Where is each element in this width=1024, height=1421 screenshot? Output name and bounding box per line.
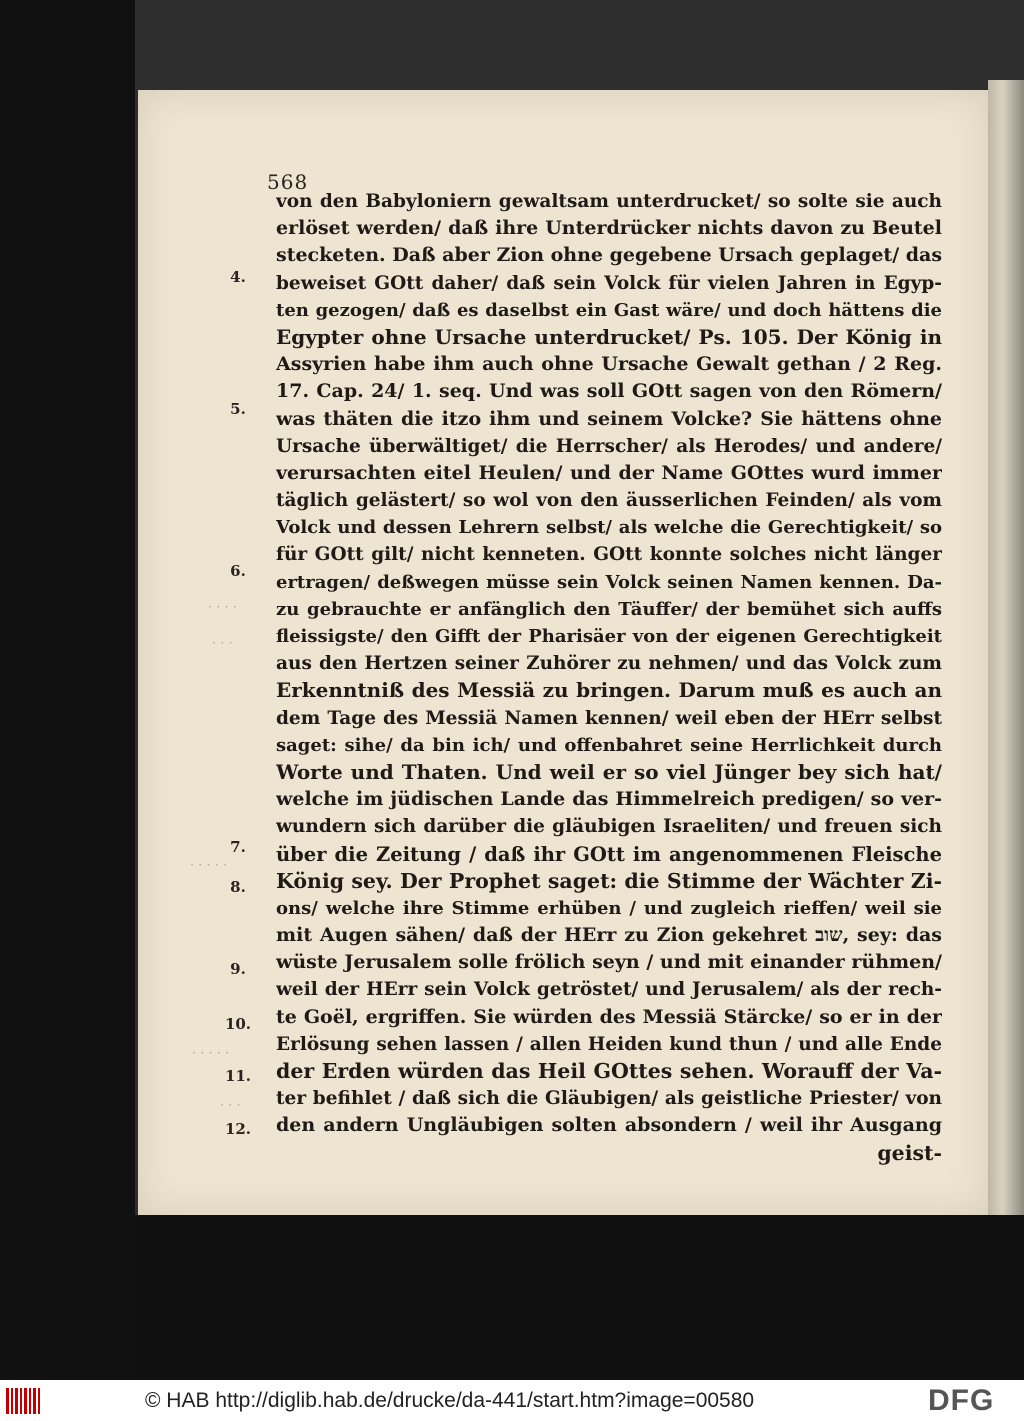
copyright-link[interactable]: © HAB http://diglib.hab.de/drucke/da-441/start.htm?image=00580 <box>145 1389 755 1412</box>
text-line: 17. Cap. 24/ 1. seq. Und was soll GOtt sagen von den Römern/ <box>276 380 942 403</box>
text-line: saget: sihe/ da bin ich/ und offenbahret seine Herrlichkeit durch <box>276 734 942 756</box>
barcode-icon <box>6 1388 40 1414</box>
text-line: weil der HErr sein Volck getröstet/ und Jerusalem/ als der rech- <box>276 979 942 1001</box>
text-line: wüste Jerusalem solle frölich seyn / und mit einander rühmen/ <box>276 951 942 974</box>
margin-verse-number: 8. <box>230 878 246 896</box>
viewer-footer <box>0 1380 1024 1421</box>
show-through-mark: · · · <box>212 636 233 651</box>
margin-verse-number: 11. <box>224 1067 252 1085</box>
next-page-edge <box>988 80 1024 1215</box>
text-line: Erkenntniß des Messiä zu bringen. Darum muß es auch an <box>276 678 942 703</box>
text-line: geist- <box>877 1140 942 1165</box>
text-line: dem Tage des Messiä Namen kennen/ weil eben der HErr selbst <box>276 707 942 729</box>
text-line: Assyrien habe ihm auch ohne Ursache Gewalt gethan / 2 Reg. <box>276 353 942 376</box>
text-line: zu gebrauchte er anfänglich den Täuffer/ der bemühet sich auffs <box>276 598 942 620</box>
text-line: Erlösung sehen lassen / allen Heiden kund thun / und alle Ende <box>276 1033 942 1055</box>
text-line: ons/ welche ihre Stimme erhüben / und zugleich rieffen/ weil sie <box>276 897 942 919</box>
text-line: täglich gelästert/ so wol von den äusserlichen Feinden/ als vom <box>276 490 942 512</box>
dfg-logo: DFG <box>928 1384 995 1417</box>
scan-left-border <box>0 0 135 1380</box>
text-line: fleissigste/ den Gifft der Pharisäer von der eigenen Gerechtigkeit <box>276 626 942 647</box>
margin-verse-number: 10. <box>224 1015 252 1033</box>
margin-verse-number: 5. <box>230 400 246 418</box>
text-line: Volck und dessen Lehrern selbst/ als welche die Gerechtigkeit/ so <box>276 517 942 539</box>
text-line: aus den Hertzen seiner Zuhörer zu nehmen/ und das Volck zum <box>276 653 942 675</box>
text-line: den andern Ungläubigen solten absondern / weil ihr Ausgang <box>276 1114 942 1137</box>
text-line: ter befihlet / daß sich die Gläubigen/ als geistliche Priester/ von <box>276 1088 942 1110</box>
margin-verse-number: 9. <box>230 960 246 978</box>
show-through-mark: · · · · · <box>192 1046 230 1061</box>
body-text <box>276 188 942 1167</box>
margin-verse-number: 7. <box>230 838 246 856</box>
text-line: stecketen. Daß aber Zion ohne gegebene Ursach geplaget/ das <box>276 244 942 267</box>
margin-verse-number: 6. <box>230 562 246 580</box>
show-through-mark: · · · · · <box>190 858 228 873</box>
show-through-mark: · · · <box>220 1098 241 1113</box>
text-line: Egypter ohne Ursache unterdrucket/ Ps. 105. Der König in <box>276 324 942 349</box>
text-line: mit Augen sähen/ daß der HErr zu Zion gekehret שוב, sey: das <box>276 924 942 947</box>
text-line: über die Zeitung / daß ihr GOtt im angenommenen Fleische <box>276 842 942 866</box>
text-line: beweiset GOtt daher/ daß sein Volck für vielen Jahren in Egyp- <box>276 272 942 294</box>
text-line: der Erden würden das Heil GOttes sehen. Worauff der Va- <box>276 1059 942 1083</box>
text-line: König sey. Der Prophet saget: die Stimme der Wächter Zi- <box>276 868 942 893</box>
margin-verse-number: 4. <box>230 268 246 286</box>
page-number: 568 <box>267 170 309 194</box>
text-line: für GOtt gilt/ nicht kenneten. GOtt konnte solches nicht länger <box>276 544 942 566</box>
text-line: te Goël, ergriffen. Sie würden des Messiä Stärcke/ so er in der <box>276 1005 942 1028</box>
text-line: was thäten die itzo ihm und seinem Volcke? Sie hättens ohne <box>276 407 942 430</box>
text-line: Ursache überwältiget/ die Herrscher/ als Herodes/ und andere/ <box>276 435 942 457</box>
text-line: erlöset werden/ daß ihre Unterdrücker nichts davon zu Beutel <box>276 217 942 240</box>
text-line: ten gezogen/ daß es daselbst ein Gast wäre/ und doch hättens die <box>276 299 942 321</box>
scan-bottom-border <box>135 1215 1024 1380</box>
text-line: von den Babyloniern gewaltsam unterdrucket/ so solte sie auch <box>276 191 942 212</box>
text-line: verursachten eitel Heulen/ und der Name GOttes wurd immer <box>276 461 942 484</box>
text-line: wundern sich darüber die gläubigen Israeliten/ und freuen sich <box>276 816 942 838</box>
show-through-mark: · · · · <box>208 600 237 615</box>
text-line: Worte und Thaten. Und weil er so viel Jünger bey sich hat/ <box>276 759 942 784</box>
margin-verse-number: 12. <box>224 1120 252 1138</box>
text-line: ertragen/ deßwegen müsse sein Volck seinen Namen kennen. Da- <box>276 571 942 593</box>
text-line: welche im jüdischen Lande das Himmelreich predigen/ so ver- <box>276 788 942 811</box>
